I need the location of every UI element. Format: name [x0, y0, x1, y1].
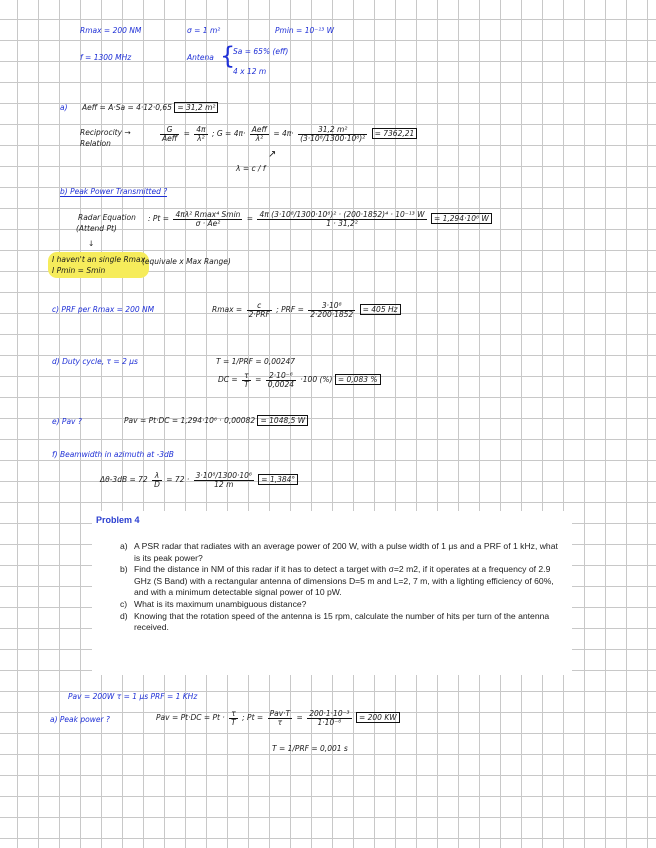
dc-values: $\frac{\text{2·10⁻⁶}}{0,0024}$ — [267, 371, 294, 389]
dc-result: = 0,083 % — [335, 374, 381, 385]
max-range-note: (equivale x Max Range) — [142, 257, 231, 266]
given-pmin: Pmin = 10⁻¹³ W — [275, 26, 335, 35]
tau-over-t-p4: $\frac{\tau}{T}$ — [231, 709, 236, 727]
beamwidth-equation: Δθ-3dB = 72 $\frac{\lambda}{D}$ = 72 · $\frac{\text{3·10⁸/1300·10⁶}}{12 m}$ = 1,384° — [100, 472, 298, 488]
g-over-aeff: $\frac{G}{\text{Aeff}}$ — [162, 125, 178, 143]
part-a-label: a) — [60, 103, 68, 112]
part-e-label: e) Pav ? — [52, 417, 82, 426]
aeff-over-lambda: $\frac{\text{Aeff}}{\text{λ²}}$ — [251, 125, 267, 143]
pt-numeric: $\frac{\text{4π (3·10⁸/1300·10⁶)² · (200·1852)⁴ · 10⁻¹³ W}}{\text{1 · 31,2²}}$ — [259, 210, 425, 228]
aeff-result: = 31,2 m² — [174, 102, 218, 113]
prf-values: $\frac{\text{3·10⁸}}{2\cdot 200\cdot 1852}$ — [310, 301, 354, 319]
given-freq: f = 1300 MHz — [80, 53, 132, 62]
problem-item-b: b) Find the distance in NM of this radar if it has to detect a target with σ=2 m2, if it operates at a frequency of 2.9 GHz (S Band) with a rectangular antenna of dimensions D=5 m and L=2, 7 m, with a lighting efficiency of 60%, and with a minimum detectable signal power of 10 pW. — [120, 564, 554, 598]
p4-part-a-label: a) Peak power ? — [50, 715, 110, 724]
lambda-arrow: ↗ — [268, 149, 277, 160]
pt-symbolic-p4: $\frac{\text{Pav·T}}{\tau}$ — [269, 709, 291, 727]
pav-equation: Pav = Pt·DC = 1,294·10⁶ · 0,00082 = 1048,5 W — [124, 417, 308, 425]
radar-eq-label: Radar Equation — [78, 213, 136, 222]
problem-item-d: d) Knowing that the rotation speed of the antenna is 15 rpm, calculate the number of hits per turn of the antenna received. — [120, 610, 550, 633]
pt-symbolic: $\frac{\text{4πλ² Rmax⁴ Smin}}{\text{σ · Ae²}}$ — [175, 210, 241, 228]
given-sigma: σ = 1 m² — [187, 26, 221, 35]
gain-values: $\frac{\text{31,2 m²}}{\text{(3·10⁸/1300·10⁶)²}}$ — [300, 125, 366, 143]
given-antenna: Antena — [187, 53, 214, 62]
gain-result: = 7362,21 — [372, 128, 418, 139]
problem-4-title: Problem 4 — [96, 515, 140, 525]
part-c-label: c) PRF per Rmax = 200 NM — [52, 305, 155, 314]
p4-givens: Pav = 200W τ = 1 μs PRF = 1 KHz — [68, 692, 198, 701]
reciprocity-label: Reciprocity → — [80, 128, 131, 137]
relation-label: Relation — [80, 139, 111, 148]
pt-values-p4: $\frac{\text{200·1·10⁻³}}{\text{1·10⁻⁶}}$ — [309, 709, 350, 727]
given-sa: Sa = 65% (eff) — [233, 47, 289, 56]
problem-item-a: a) A PSR radar that radiates with an average power of 200 W, with a pulse width of 1 μs and a PRF of 1 kHz, what is its peak power? — [120, 541, 558, 563]
problem-4-list — [120, 541, 560, 634]
lambda-formula: λ = c / f — [236, 164, 266, 173]
tau-over-t: $\frac{\tau}{T}$ — [244, 371, 249, 389]
radar-equation: : Pt = $\frac{\text{4πλ² Rmax⁴ Smin}}{\text{σ · Ae²}}$ = $\frac{\text{4π (3·10⁸/1300·10⁶)² · (200·1852)⁴ · 10⁻¹³ W}}{\text{1 · 31,2²}}$ = 1,294·10⁶ W — [148, 211, 492, 227]
part-d-label: d) Duty cycle, τ = 2 μs — [52, 357, 138, 366]
problem-item-c: c) What is its maximum unambiguous distance? — [120, 598, 307, 609]
part-b-label: b) Peak Power Transmitted ? — [60, 187, 168, 196]
lambda-over-d: $\frac{\lambda}{D}$ — [154, 471, 160, 489]
gain-equation: $\frac{G}{\text{Aeff}}$ = $\frac{4\pi}{\text{λ²}}$ ; G = 4π· $\frac{\text{Aeff}}{\text{λ²}}$ = 4π· $\frac{\text{31,2 m²}}{\text{(3·10⁸/1300·10⁶)²}}$ = 7362,21 — [158, 126, 417, 142]
prf-equation: Rmax = $\frac{c}{\text{2·PRF}}$ ; PRF = $\frac{\text{3·10⁸}}{2\cdot 200\cdot 1852}$ = 405 Hz — [212, 302, 401, 318]
attend-pt-label: (Attend Pt) — [76, 224, 117, 233]
period-line: T = 1/PRF = 0,00247 — [216, 357, 296, 366]
c-over-2prf: $\frac{c}{\text{2·PRF}}$ — [248, 301, 270, 319]
down-arrow: ↓ — [88, 239, 95, 248]
antenna-brace: { — [220, 42, 236, 70]
duty-cycle-equation: DC = $\frac{\tau}{T}$ = $\frac{\text{2·10⁻⁶}}{0,0024}$ ·100 (%) = 0,083 % — [218, 372, 381, 388]
highlighted-note: I haven't an single Rmax I Pmin = Smin — [48, 252, 149, 278]
part-a-aeff — [82, 104, 218, 112]
pt-result: = 1,294·10⁶ W — [431, 213, 492, 224]
prf-result: = 405 Hz — [360, 304, 401, 315]
aeff-equation: Aeff = A·Sa = 4·12·0,65 — [82, 103, 172, 112]
four-pi-over-lambda: $\frac{4\pi}{\text{λ²}}$ — [196, 125, 206, 143]
p4-peak-power-result: = 200 KW — [356, 712, 400, 723]
beamwidth-values: $\frac{\text{3·10⁸/1300·10⁶}}{12 m}$ — [195, 471, 252, 489]
given-dims: 4 x 12 m — [233, 67, 267, 76]
beamwidth-result: = 1,384° — [258, 474, 298, 485]
part-f-label: f) Beamwidth in azimuth at -3dB — [52, 450, 174, 459]
p4-peak-power-equation: Pav = Pt·DC = Pt · $\frac{\tau}{T}$ ; Pt = $\frac{\text{Pav·T}}{\tau}$ = $\frac{\text{200·1·10⁻³}}{\text{1·10⁻⁶}}$ = 200 KW — [156, 710, 400, 726]
p4-period-line: T = 1/PRF = 0,001 s — [272, 744, 348, 753]
given-rmax: Rmax = 200 NM — [80, 26, 142, 35]
problem-4-panel — [92, 511, 572, 675]
pav-result: = 1048,5 W — [257, 415, 308, 426]
